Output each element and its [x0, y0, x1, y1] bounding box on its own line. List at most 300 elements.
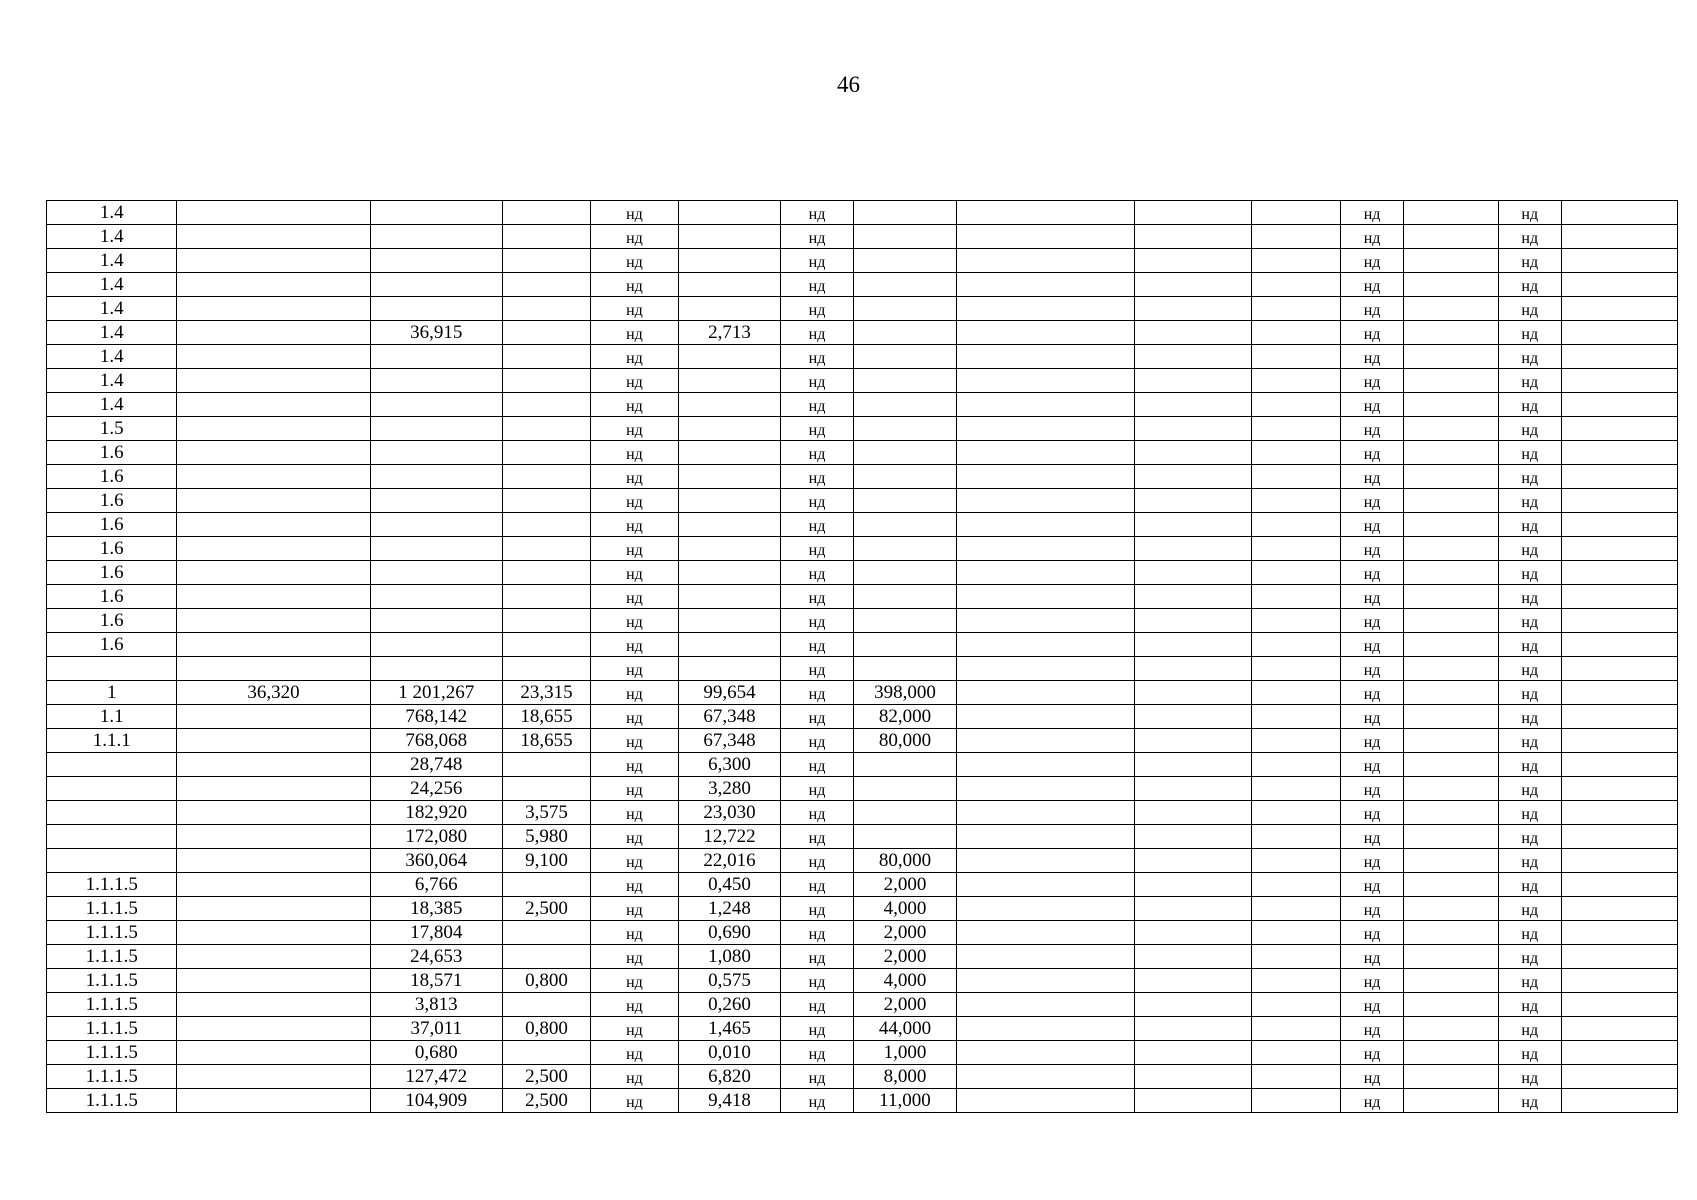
- cell-col15: [1561, 1089, 1677, 1113]
- cell-nd-col7: нд: [781, 849, 854, 873]
- table-row: [47, 897, 1678, 921]
- cell-nd-col14: нд: [1498, 921, 1561, 945]
- cell-nd-col12: нд: [1341, 417, 1404, 441]
- cell-col3: [370, 537, 502, 561]
- cell-col15: [1561, 585, 1677, 609]
- cell-nd-col5: нд: [590, 633, 678, 657]
- table-row: [47, 945, 1678, 969]
- cell-code: 1.1.1: [47, 729, 177, 753]
- cell-nd-col12: нд: [1341, 753, 1404, 777]
- cell-code: 1.4: [47, 345, 177, 369]
- cell-col13: [1403, 417, 1498, 441]
- cell-nd-col14: нд: [1498, 1089, 1561, 1113]
- cell-nd-col12: нд: [1341, 225, 1404, 249]
- cell-col2: [177, 513, 370, 537]
- cell-nd-col5: нд: [590, 753, 678, 777]
- cell-col4: [503, 585, 591, 609]
- cell-col13: [1403, 1017, 1498, 1041]
- cell-col11: [1252, 225, 1341, 249]
- cell-nd-col14: нд: [1498, 441, 1561, 465]
- cell-nd-col5: нд: [590, 585, 678, 609]
- cell-col9: [957, 921, 1135, 945]
- cell-col6: 23,030: [678, 801, 780, 825]
- cell-col4: [503, 777, 591, 801]
- table-row: [47, 537, 1678, 561]
- cell-nd-col14: нд: [1498, 1017, 1561, 1041]
- cell-col2: [177, 873, 370, 897]
- cell-col9: [957, 753, 1135, 777]
- cell-nd-col5: нд: [590, 369, 678, 393]
- cell-col15: [1561, 249, 1677, 273]
- cell-col13: [1403, 993, 1498, 1017]
- cell-col8: [853, 273, 956, 297]
- cell-col13: [1403, 729, 1498, 753]
- cell-col11: [1252, 609, 1341, 633]
- table-row: [47, 633, 1678, 657]
- cell-col8: 1,000: [853, 1041, 956, 1065]
- cell-col15: [1561, 681, 1677, 705]
- cell-col13: [1403, 1089, 1498, 1113]
- cell-col13: [1403, 273, 1498, 297]
- cell-col9: [957, 1089, 1135, 1113]
- cell-nd-col7: нд: [781, 297, 854, 321]
- cell-nd-col12: нд: [1341, 633, 1404, 657]
- cell-nd-col7: нд: [781, 1017, 854, 1041]
- cell-code: 1.1: [47, 705, 177, 729]
- cell-col11: [1252, 633, 1341, 657]
- cell-col3: [370, 393, 502, 417]
- table-row: [47, 753, 1678, 777]
- cell-col6: [678, 489, 780, 513]
- cell-col3: [370, 609, 502, 633]
- cell-col9: [957, 465, 1135, 489]
- cell-col15: [1561, 873, 1677, 897]
- cell-col11: [1252, 585, 1341, 609]
- table-row: [47, 393, 1678, 417]
- cell-nd-col14: нд: [1498, 345, 1561, 369]
- cell-nd-col7: нд: [781, 249, 854, 273]
- cell-col15: [1561, 513, 1677, 537]
- cell-col15: [1561, 417, 1677, 441]
- cell-col6: [678, 369, 780, 393]
- cell-col3: [370, 561, 502, 585]
- cell-col3: [370, 417, 502, 441]
- cell-col4: [503, 513, 591, 537]
- cell-col6: [678, 465, 780, 489]
- cell-col8: [853, 513, 956, 537]
- cell-col15: [1561, 753, 1677, 777]
- cell-col15: [1561, 201, 1677, 225]
- cell-col9: [957, 993, 1135, 1017]
- cell-nd-col12: нд: [1341, 921, 1404, 945]
- cell-col3: [370, 585, 502, 609]
- cell-col15: [1561, 537, 1677, 561]
- cell-code: 1.4: [47, 225, 177, 249]
- cell-col2: [177, 249, 370, 273]
- cell-col9: [957, 321, 1135, 345]
- cell-nd-col5: нд: [590, 321, 678, 345]
- cell-nd-col5: нд: [590, 897, 678, 921]
- cell-col9: [957, 825, 1135, 849]
- cell-nd-col5: нд: [590, 345, 678, 369]
- cell-nd-col12: нд: [1341, 969, 1404, 993]
- cell-nd-col7: нд: [781, 753, 854, 777]
- cell-col10: [1134, 993, 1251, 1017]
- cell-col11: [1252, 849, 1341, 873]
- cell-col8: [853, 753, 956, 777]
- cell-col11: [1252, 393, 1341, 417]
- cell-col13: [1403, 297, 1498, 321]
- cell-col9: [957, 345, 1135, 369]
- cell-col6: 22,016: [678, 849, 780, 873]
- cell-code: 1.4: [47, 321, 177, 345]
- cell-col8: [853, 825, 956, 849]
- cell-col2: [177, 729, 370, 753]
- cell-col8: [853, 249, 956, 273]
- cell-nd-col12: нд: [1341, 489, 1404, 513]
- cell-col4: [503, 1041, 591, 1065]
- cell-nd-col7: нд: [781, 1089, 854, 1113]
- cell-col15: [1561, 849, 1677, 873]
- cell-col13: [1403, 561, 1498, 585]
- cell-nd-col12: нд: [1341, 1089, 1404, 1113]
- cell-col9: [957, 609, 1135, 633]
- cell-nd-col7: нд: [781, 345, 854, 369]
- cell-col8: 44,000: [853, 1017, 956, 1041]
- cell-col9: [957, 369, 1135, 393]
- cell-col9: [957, 489, 1135, 513]
- cell-col2: [177, 321, 370, 345]
- cell-nd-col7: нд: [781, 489, 854, 513]
- cell-col8: [853, 537, 956, 561]
- cell-col6: 12,722: [678, 825, 780, 849]
- cell-col10: [1134, 1041, 1251, 1065]
- cell-col10: [1134, 225, 1251, 249]
- cell-col10: [1134, 1017, 1251, 1041]
- cell-nd-col14: нд: [1498, 825, 1561, 849]
- table-row: [47, 369, 1678, 393]
- cell-col8: 82,000: [853, 705, 956, 729]
- cell-col3: [370, 225, 502, 249]
- cell-col10: [1134, 585, 1251, 609]
- cell-nd-col12: нд: [1341, 513, 1404, 537]
- table-row: [47, 465, 1678, 489]
- cell-nd-col5: нд: [590, 297, 678, 321]
- cell-col8: 80,000: [853, 849, 956, 873]
- cell-col8: [853, 369, 956, 393]
- cell-nd-col7: нд: [781, 441, 854, 465]
- cell-col2: [177, 345, 370, 369]
- cell-nd-col14: нд: [1498, 705, 1561, 729]
- table-row: [47, 849, 1678, 873]
- cell-col11: [1252, 561, 1341, 585]
- cell-nd-col7: нд: [781, 225, 854, 249]
- cell-nd-col14: нд: [1498, 633, 1561, 657]
- page-number: 46: [837, 72, 860, 97]
- cell-col2: [177, 369, 370, 393]
- cell-col2: [177, 465, 370, 489]
- cell-col8: [853, 801, 956, 825]
- cell-code: 1.6: [47, 441, 177, 465]
- cell-col4: [503, 609, 591, 633]
- cell-nd-col14: нд: [1498, 201, 1561, 225]
- table-row: [47, 345, 1678, 369]
- cell-col15: [1561, 729, 1677, 753]
- cell-col10: [1134, 417, 1251, 441]
- cell-nd-col5: нд: [590, 945, 678, 969]
- cell-col10: [1134, 441, 1251, 465]
- cell-code: [47, 825, 177, 849]
- cell-col8: [853, 441, 956, 465]
- cell-nd-col14: нд: [1498, 465, 1561, 489]
- cell-col3: 18,385: [370, 897, 502, 921]
- cell-col6: [678, 441, 780, 465]
- cell-nd-col5: нд: [590, 609, 678, 633]
- cell-col9: [957, 225, 1135, 249]
- cell-nd-col5: нд: [590, 993, 678, 1017]
- cell-nd-col14: нд: [1498, 849, 1561, 873]
- cell-col6: 1,465: [678, 1017, 780, 1041]
- cell-col4: 23,315: [503, 681, 591, 705]
- cell-col6: 9,418: [678, 1089, 780, 1113]
- cell-col4: [503, 441, 591, 465]
- cell-code: 1.5: [47, 417, 177, 441]
- cell-col4: [503, 393, 591, 417]
- cell-col15: [1561, 993, 1677, 1017]
- cell-col2: [177, 489, 370, 513]
- cell-col3: 360,064: [370, 849, 502, 873]
- cell-col13: [1403, 825, 1498, 849]
- cell-col13: [1403, 921, 1498, 945]
- table-row: [47, 321, 1678, 345]
- cell-code: [47, 801, 177, 825]
- cell-nd-col14: нд: [1498, 657, 1561, 681]
- cell-col3: 768,068: [370, 729, 502, 753]
- cell-col8: 80,000: [853, 729, 956, 753]
- cell-col2: [177, 657, 370, 681]
- cell-col10: [1134, 273, 1251, 297]
- cell-col13: [1403, 681, 1498, 705]
- cell-col3: [370, 345, 502, 369]
- cell-col4: [503, 417, 591, 441]
- cell-col10: [1134, 345, 1251, 369]
- cell-col6: 1,248: [678, 897, 780, 921]
- cell-col11: [1252, 321, 1341, 345]
- cell-col4: [503, 873, 591, 897]
- cell-code: 1.6: [47, 537, 177, 561]
- cell-col2: [177, 825, 370, 849]
- cell-col2: [177, 417, 370, 441]
- cell-nd-col5: нд: [590, 417, 678, 441]
- cell-nd-col12: нд: [1341, 681, 1404, 705]
- cell-col11: [1252, 681, 1341, 705]
- cell-nd-col12: нд: [1341, 777, 1404, 801]
- cell-col11: [1252, 825, 1341, 849]
- cell-col11: [1252, 1041, 1341, 1065]
- table-row: [47, 777, 1678, 801]
- cell-col10: [1134, 393, 1251, 417]
- cell-col4: [503, 345, 591, 369]
- cell-col3: 104,909: [370, 1089, 502, 1113]
- cell-col10: [1134, 489, 1251, 513]
- cell-nd-col7: нд: [781, 1041, 854, 1065]
- table-row: [47, 201, 1678, 225]
- cell-nd-col5: нд: [590, 273, 678, 297]
- cell-col8: [853, 393, 956, 417]
- cell-col13: [1403, 873, 1498, 897]
- cell-col13: [1403, 585, 1498, 609]
- cell-col13: [1403, 897, 1498, 921]
- cell-col2: [177, 225, 370, 249]
- cell-col8: 2,000: [853, 873, 956, 897]
- cell-col11: [1252, 297, 1341, 321]
- cell-nd-col5: нд: [590, 441, 678, 465]
- cell-nd-col12: нд: [1341, 393, 1404, 417]
- cell-nd-col5: нд: [590, 537, 678, 561]
- cell-nd-col14: нд: [1498, 897, 1561, 921]
- cell-nd-col14: нд: [1498, 969, 1561, 993]
- cell-nd-col7: нд: [781, 369, 854, 393]
- cell-nd-col7: нд: [781, 729, 854, 753]
- cell-col9: [957, 585, 1135, 609]
- cell-col4: 2,500: [503, 1065, 591, 1089]
- cell-nd-col14: нд: [1498, 393, 1561, 417]
- cell-col13: [1403, 633, 1498, 657]
- cell-nd-col5: нд: [590, 825, 678, 849]
- cell-col10: [1134, 537, 1251, 561]
- table-row: [47, 561, 1678, 585]
- cell-col11: [1252, 993, 1341, 1017]
- cell-col3: [370, 441, 502, 465]
- cell-col6: [678, 537, 780, 561]
- cell-col3: [370, 657, 502, 681]
- cell-col13: [1403, 801, 1498, 825]
- table-row: [47, 801, 1678, 825]
- cell-code: 1.6: [47, 465, 177, 489]
- cell-col11: [1252, 969, 1341, 993]
- cell-col4: [503, 489, 591, 513]
- cell-col9: [957, 681, 1135, 705]
- cell-col2: [177, 801, 370, 825]
- cell-col8: [853, 465, 956, 489]
- cell-col6: 67,348: [678, 729, 780, 753]
- cell-col3: [370, 465, 502, 489]
- cell-code: 1.4: [47, 369, 177, 393]
- cell-col2: [177, 897, 370, 921]
- cell-col4: [503, 249, 591, 273]
- cell-col9: [957, 729, 1135, 753]
- table-row: [47, 1089, 1678, 1113]
- cell-nd-col7: нд: [781, 657, 854, 681]
- cell-col2: [177, 273, 370, 297]
- cell-nd-col5: нд: [590, 249, 678, 273]
- cell-col4: [503, 201, 591, 225]
- cell-code: 1.1.1.5: [47, 1065, 177, 1089]
- cell-nd-col14: нд: [1498, 561, 1561, 585]
- cell-col10: [1134, 633, 1251, 657]
- cell-nd-col7: нд: [781, 561, 854, 585]
- cell-col8: [853, 609, 956, 633]
- cell-nd-col12: нд: [1341, 825, 1404, 849]
- cell-nd-col12: нд: [1341, 873, 1404, 897]
- cell-nd-col7: нд: [781, 681, 854, 705]
- cell-col3: 182,920: [370, 801, 502, 825]
- cell-nd-col14: нд: [1498, 801, 1561, 825]
- cell-col2: [177, 393, 370, 417]
- cell-col9: [957, 633, 1135, 657]
- cell-nd-col12: нд: [1341, 897, 1404, 921]
- cell-nd-col7: нд: [781, 1065, 854, 1089]
- cell-nd-col5: нд: [590, 849, 678, 873]
- cell-col8: 11,000: [853, 1089, 956, 1113]
- cell-col10: [1134, 321, 1251, 345]
- cell-nd-col5: нд: [590, 201, 678, 225]
- cell-col4: [503, 537, 591, 561]
- cell-col2: [177, 969, 370, 993]
- cell-col10: [1134, 249, 1251, 273]
- cell-col2: [177, 1041, 370, 1065]
- cell-col15: [1561, 273, 1677, 297]
- cell-col2: [177, 1017, 370, 1041]
- cell-col3: [370, 297, 502, 321]
- cell-code: 1.6: [47, 633, 177, 657]
- cell-col4: [503, 921, 591, 945]
- cell-code: 1.4: [47, 201, 177, 225]
- cell-col9: [957, 1041, 1135, 1065]
- cell-nd-col5: нд: [590, 777, 678, 801]
- cell-nd-col12: нд: [1341, 441, 1404, 465]
- cell-col13: [1403, 489, 1498, 513]
- cell-col6: [678, 513, 780, 537]
- cell-code: 1.4: [47, 297, 177, 321]
- cell-col13: [1403, 1065, 1498, 1089]
- cell-nd-col12: нд: [1341, 273, 1404, 297]
- cell-nd-col12: нд: [1341, 537, 1404, 561]
- cell-col2: [177, 1089, 370, 1113]
- cell-col3: 24,256: [370, 777, 502, 801]
- cell-col2: [177, 561, 370, 585]
- cell-code: 1.4: [47, 273, 177, 297]
- cell-col10: [1134, 297, 1251, 321]
- cell-col11: [1252, 465, 1341, 489]
- cell-col8: [853, 489, 956, 513]
- cell-col15: [1561, 441, 1677, 465]
- cell-col13: [1403, 945, 1498, 969]
- cell-col13: [1403, 537, 1498, 561]
- cell-col9: [957, 801, 1135, 825]
- cell-col15: [1561, 921, 1677, 945]
- cell-col6: 0,450: [678, 873, 780, 897]
- cell-col3: 172,080: [370, 825, 502, 849]
- table-row: [47, 249, 1678, 273]
- cell-col13: [1403, 465, 1498, 489]
- cell-col11: [1252, 345, 1341, 369]
- cell-col13: [1403, 513, 1498, 537]
- cell-code: 1.1.1.5: [47, 921, 177, 945]
- cell-nd-col5: нд: [590, 225, 678, 249]
- cell-col9: [957, 705, 1135, 729]
- cell-col10: [1134, 825, 1251, 849]
- cell-col4: [503, 561, 591, 585]
- cell-nd-col14: нд: [1498, 729, 1561, 753]
- cell-nd-col7: нд: [781, 393, 854, 417]
- cell-col15: [1561, 1017, 1677, 1041]
- cell-col15: [1561, 801, 1677, 825]
- cell-col15: [1561, 561, 1677, 585]
- cell-col10: [1134, 945, 1251, 969]
- cell-col15: [1561, 1065, 1677, 1089]
- cell-nd-col7: нд: [781, 777, 854, 801]
